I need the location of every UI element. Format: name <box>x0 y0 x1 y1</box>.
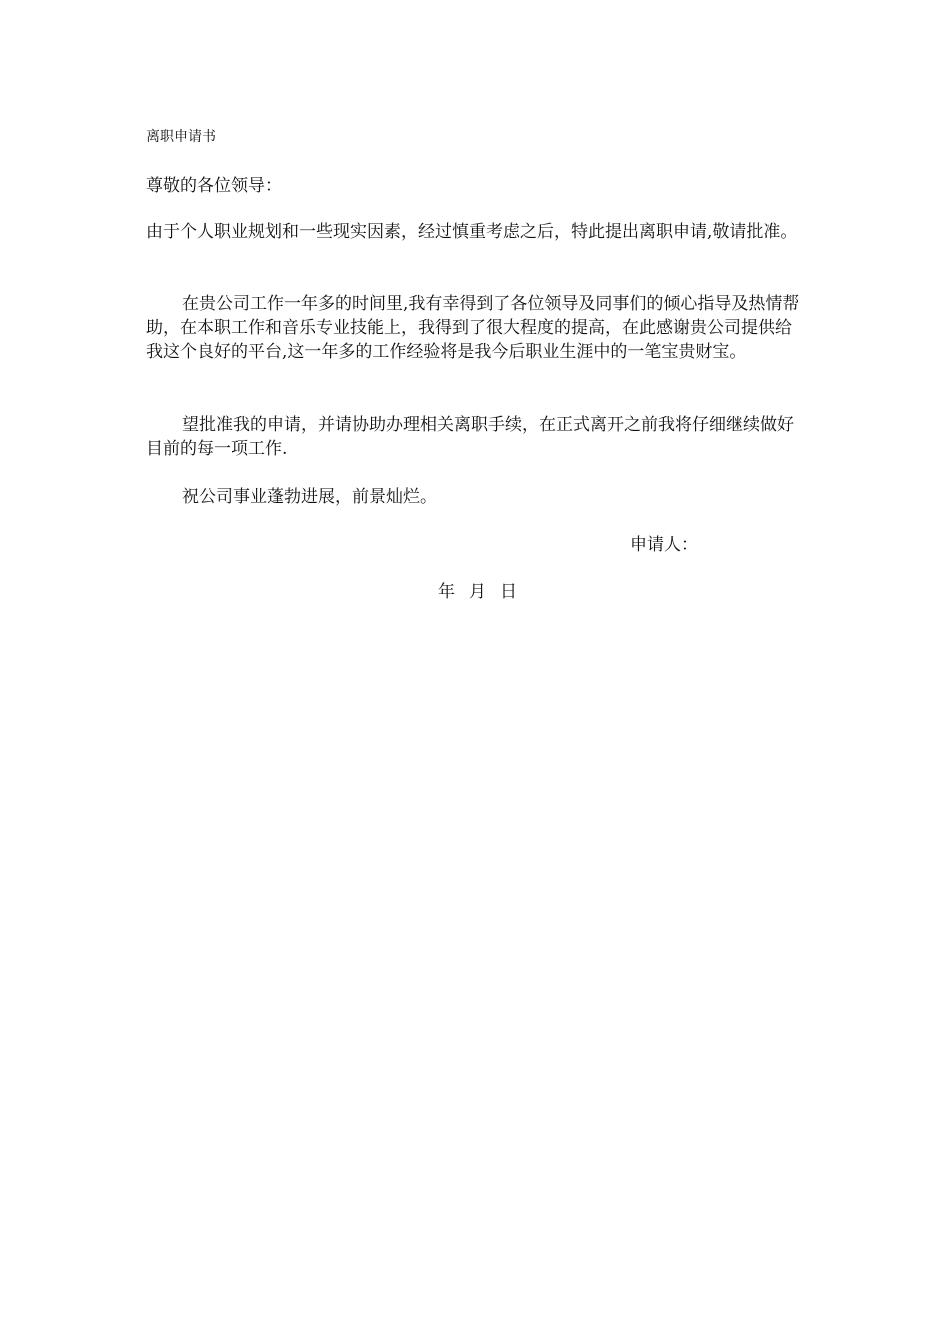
paragraph-gratitude: 在贵公司工作一年多的时间里,我有幸得到了各位领导及同事们的倾心指导及热情帮助，在本职工作和音乐专业技能上，我得到了很大程度的提高，在此感谢贵公司提供给我这个良好的平台,这一年多的工作经验将是我今后职业生涯中的一笔宝贵财宝。 <box>146 294 800 362</box>
date-year-label: 年 <box>438 582 455 602</box>
paragraph-wishes: 祝公司事业蓬勃进展，前景灿烂。 <box>182 487 437 507</box>
salutation: 尊敬的各位领导： <box>146 176 282 196</box>
date-line <box>438 580 531 604</box>
applicant-label: 申请人： <box>630 535 698 555</box>
date-month-label: 月 <box>469 582 486 602</box>
date-day-label: 日 <box>500 582 517 602</box>
document-title: 离职申请书 <box>146 129 216 145</box>
paragraph-reason: 由于个人职业规划和一些现实因素，经过慎重考虑之后，特此提出离职申请,敬请批准。 <box>146 222 798 242</box>
paragraph-request: 望批准我的申请，并请协助办理相关离职手续，在正式离开之前我将仔细继续做好目前的每一项工作. <box>146 415 794 459</box>
